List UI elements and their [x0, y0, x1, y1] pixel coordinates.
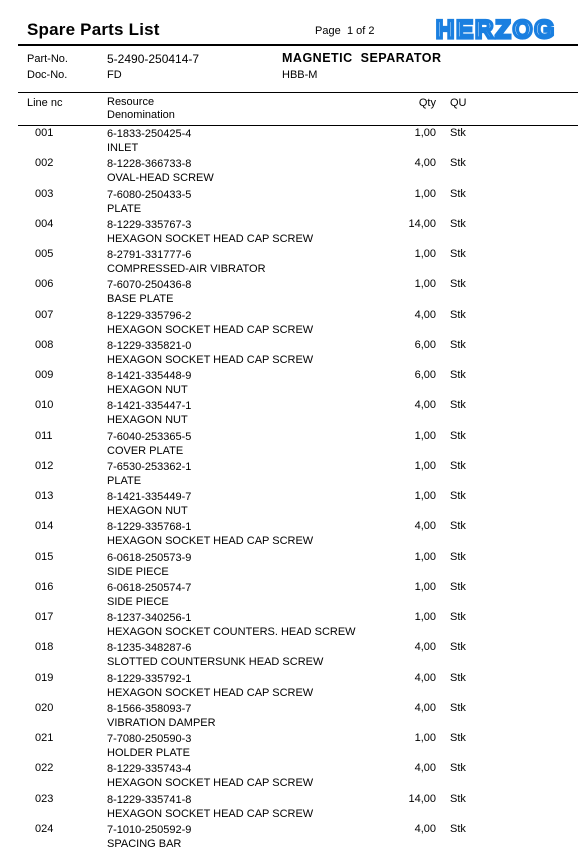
- quantity: 1,00: [414, 732, 436, 744]
- quantity: 1,00: [414, 459, 436, 472]
- quantity-unit: Stk: [450, 127, 466, 139]
- quantity-unit: Stk: [450, 399, 466, 412]
- quantity: 14,00: [408, 792, 436, 805]
- resource-cell: [107, 460, 191, 488]
- resource-number: 8-1421-335448-9: [107, 370, 192, 382]
- line-number: 013: [35, 490, 54, 502]
- resource-number: 8-1229-335741-8: [107, 793, 192, 806]
- quantity-unit: Stk: [450, 671, 466, 684]
- resource-cell: [107, 793, 313, 821]
- table-row: [0, 762, 581, 792]
- resource-cell: [107, 369, 191, 397]
- table-row: [0, 218, 581, 248]
- column-header-qty: Qty: [418, 97, 436, 109]
- line-number: 005: [35, 248, 54, 260]
- resource-number: 8-1229-335821-0: [107, 339, 192, 352]
- resource-cell: [107, 611, 356, 639]
- table-row: [0, 823, 581, 853]
- resource-cell: [107, 309, 313, 337]
- resource-number: 8-1229-335767-3: [107, 218, 192, 231]
- doc-no-label: Doc-No.: [27, 69, 68, 81]
- resource-number: 6-0618-250574-7: [107, 581, 192, 594]
- quantity-unit: Stk: [450, 278, 466, 291]
- resource-cell: [107, 641, 323, 669]
- resource-cell: [107, 278, 191, 306]
- table-row: [0, 520, 581, 550]
- resource-number: 8-1229-335768-1: [107, 521, 192, 534]
- denomination: HEXAGON SOCKET HEAD CAP SCREW: [107, 535, 314, 548]
- quantity: 1,00: [414, 127, 436, 139]
- table-row: [0, 127, 581, 157]
- page-number: 1 of 2: [347, 25, 375, 37]
- line-number: 003: [35, 187, 54, 200]
- resource-number: 6-1833-250425-4: [107, 128, 192, 140]
- denomination: HEXAGON NUT: [107, 505, 188, 517]
- line-number: 018: [35, 641, 54, 654]
- resource-number: 7-6070-250436-8: [107, 279, 192, 292]
- table-row: [0, 672, 581, 702]
- doc-no-value: FD: [107, 69, 122, 81]
- resource-number: 8-1229-335743-4: [107, 763, 192, 776]
- column-header-line: Line nc: [27, 97, 63, 109]
- table-row: [0, 641, 581, 671]
- line-number: 019: [35, 671, 54, 684]
- page-label: Page: [315, 25, 341, 37]
- quantity: 1,00: [414, 580, 436, 593]
- document-title: Spare Parts List: [27, 20, 160, 39]
- quantity-unit: Stk: [450, 217, 466, 230]
- denomination: BASE PLATE: [107, 293, 174, 306]
- column-header-resource-label: Resource: [107, 96, 155, 108]
- denomination: HEXAGON SOCKET HEAD CAP SCREW: [107, 323, 314, 336]
- column-header-qu: QU: [450, 97, 467, 109]
- quantity-unit: Stk: [450, 187, 466, 200]
- quantity: 6,00: [414, 369, 436, 381]
- info-divider: [18, 92, 578, 93]
- line-number: 009: [35, 369, 54, 381]
- denomination: HEXAGON SOCKET COUNTERS. HEAD SCREW: [107, 626, 356, 638]
- quantity-unit: Stk: [450, 641, 466, 654]
- line-number: 012: [35, 459, 54, 472]
- line-number: 020: [35, 701, 54, 714]
- line-number: 017: [35, 611, 54, 623]
- line-number: 021: [35, 732, 54, 744]
- resource-cell: [107, 490, 191, 518]
- resource-number: 7-7080-250590-3: [107, 733, 192, 745]
- quantity-unit: Stk: [450, 490, 466, 502]
- denomination: VIBRATION DAMPER: [107, 716, 216, 729]
- column-header-resource: [107, 96, 175, 122]
- quantity-unit: Stk: [450, 701, 466, 714]
- denomination: PLATE: [107, 202, 142, 215]
- table-row: [0, 248, 581, 278]
- resource-cell: [107, 157, 214, 185]
- table-row: [0, 793, 581, 823]
- quantity-unit: Stk: [450, 308, 466, 321]
- resource-cell: [107, 430, 191, 458]
- denomination: PLATE: [107, 474, 142, 487]
- resource-number: 8-1228-366733-8: [107, 158, 192, 171]
- quantity: 4,00: [414, 520, 436, 533]
- table-row: [0, 188, 581, 218]
- quantity: 1,00: [414, 187, 436, 200]
- table-row: [0, 611, 581, 641]
- quantity-unit: Stk: [450, 248, 466, 260]
- quantity-unit: Stk: [450, 429, 466, 442]
- resource-cell: [107, 339, 313, 367]
- resource-number: 7-6040-253365-5: [107, 430, 192, 443]
- quantity-unit: Stk: [450, 338, 466, 351]
- resource-number: 6-0618-250573-9: [107, 551, 192, 564]
- denomination: SIDE PIECE: [107, 565, 169, 578]
- line-number: 022: [35, 762, 54, 775]
- line-number: 002: [35, 157, 54, 170]
- part-no-value: 5-2490-250414-7: [107, 52, 200, 66]
- denomination: COVER PLATE: [107, 444, 184, 457]
- part-no-label: Part-No.: [27, 53, 68, 65]
- resource-cell: [107, 732, 191, 760]
- denomination: HEXAGON SOCKET HEAD CAP SCREW: [107, 353, 314, 366]
- column-header-denomination-label: Denomination: [107, 109, 175, 121]
- quantity-unit: Stk: [450, 369, 466, 381]
- denomination: HOLDER PLATE: [107, 747, 190, 759]
- quantity: 6,00: [414, 338, 436, 351]
- quantity-unit: Stk: [450, 550, 466, 563]
- line-number: 016: [35, 580, 54, 593]
- table-row: [0, 399, 581, 429]
- resource-cell: [107, 218, 313, 246]
- resource-number: 8-1229-335796-2: [107, 309, 192, 322]
- line-number: 024: [35, 822, 54, 835]
- quantity-unit: Stk: [450, 762, 466, 775]
- denomination: SPACING BAR: [107, 837, 182, 850]
- quantity-unit: Stk: [450, 611, 466, 623]
- table-row: [0, 369, 581, 399]
- line-number: 010: [35, 399, 54, 412]
- resource-cell: [107, 823, 191, 851]
- quantity: 1,00: [414, 248, 436, 260]
- table-row: [0, 702, 581, 732]
- product-name: MAGNETIC SEPARATOR: [282, 51, 442, 65]
- quantity-unit: Stk: [450, 157, 466, 170]
- table-row: [0, 339, 581, 369]
- resource-number: 8-1229-335792-1: [107, 672, 192, 685]
- resource-number: 8-1237-340256-1: [107, 612, 192, 624]
- denomination: HEXAGON SOCKET HEAD CAP SCREW: [107, 232, 314, 245]
- resource-number: 7-6080-250433-5: [107, 188, 192, 201]
- resource-cell: [107, 520, 313, 548]
- resource-cell: [107, 702, 216, 730]
- logo-text: HERZOG: [436, 17, 556, 41]
- resource-cell: [107, 127, 191, 155]
- denomination: HEXAGON NUT: [107, 384, 188, 396]
- table-row: [0, 732, 581, 762]
- table-row: [0, 278, 581, 308]
- quantity-unit: Stk: [450, 459, 466, 472]
- table-row: [0, 551, 581, 581]
- denomination: SIDE PIECE: [107, 595, 169, 608]
- denomination: HEXAGON NUT: [107, 414, 188, 427]
- quantity-unit: Stk: [450, 732, 466, 744]
- line-number: 007: [35, 308, 54, 321]
- line-number: 006: [35, 278, 54, 291]
- resource-cell: [107, 581, 191, 609]
- resource-number: 7-6530-253362-1: [107, 460, 192, 473]
- quantity: 4,00: [414, 308, 436, 321]
- herzog-logo: [434, 17, 558, 41]
- denomination: INLET: [107, 142, 139, 154]
- header-divider: [18, 44, 578, 46]
- line-number: 004: [35, 217, 54, 230]
- resource-cell: [107, 399, 191, 427]
- quantity-unit: Stk: [450, 822, 466, 835]
- quantity: 4,00: [414, 671, 436, 684]
- quantity: 4,00: [414, 762, 436, 775]
- quantity: 1,00: [414, 550, 436, 563]
- table-row: [0, 460, 581, 490]
- denomination: SLOTTED COUNTERSUNK HEAD SCREW: [107, 656, 324, 669]
- denomination: HEXAGON SOCKET HEAD CAP SCREW: [107, 807, 314, 820]
- resource-number: 8-1421-335447-1: [107, 400, 192, 413]
- table-row: [0, 490, 581, 520]
- line-number: 008: [35, 338, 54, 351]
- resource-cell: [107, 551, 191, 579]
- quantity: 14,00: [408, 217, 436, 230]
- quantity: 1,00: [414, 611, 436, 623]
- resource-number: 8-1421-335449-7: [107, 491, 192, 503]
- line-number: 001: [35, 127, 54, 139]
- table-row: [0, 581, 581, 611]
- table-header-divider: [18, 125, 578, 126]
- quantity: 4,00: [414, 701, 436, 714]
- product-code: HBB-M: [282, 69, 318, 81]
- quantity-unit: Stk: [450, 580, 466, 593]
- quantity-unit: Stk: [450, 520, 466, 533]
- quantity: 1,00: [414, 429, 436, 442]
- resource-number: 8-1566-358093-7: [107, 702, 192, 715]
- quantity: 1,00: [414, 278, 436, 291]
- resource-cell: [107, 762, 313, 790]
- quantity-unit: Stk: [450, 792, 466, 805]
- line-number: 014: [35, 520, 54, 533]
- denomination: OVAL-HEAD SCREW: [107, 172, 214, 185]
- resource-cell: [107, 672, 313, 700]
- resource-number: 8-2791-331777-6: [107, 249, 192, 261]
- resource-cell: [107, 188, 191, 216]
- line-number: 015: [35, 550, 54, 563]
- quantity: 4,00: [414, 641, 436, 654]
- table-row: [0, 309, 581, 339]
- line-number: 023: [35, 792, 54, 805]
- quantity: 1,00: [414, 490, 436, 502]
- quantity: 4,00: [414, 399, 436, 412]
- line-number: 011: [35, 429, 53, 442]
- table-row: [0, 157, 581, 187]
- resource-number: 8-1235-348287-6: [107, 642, 192, 655]
- denomination: HEXAGON SOCKET HEAD CAP SCREW: [107, 686, 314, 699]
- table-row: [0, 430, 581, 460]
- quantity: 4,00: [414, 157, 436, 170]
- denomination: COMPRESSED-AIR VIBRATOR: [107, 263, 266, 275]
- resource-number: 7-1010-250592-9: [107, 823, 192, 836]
- quantity: 4,00: [414, 822, 436, 835]
- denomination: HEXAGON SOCKET HEAD CAP SCREW: [107, 777, 314, 790]
- resource-cell: [107, 248, 266, 276]
